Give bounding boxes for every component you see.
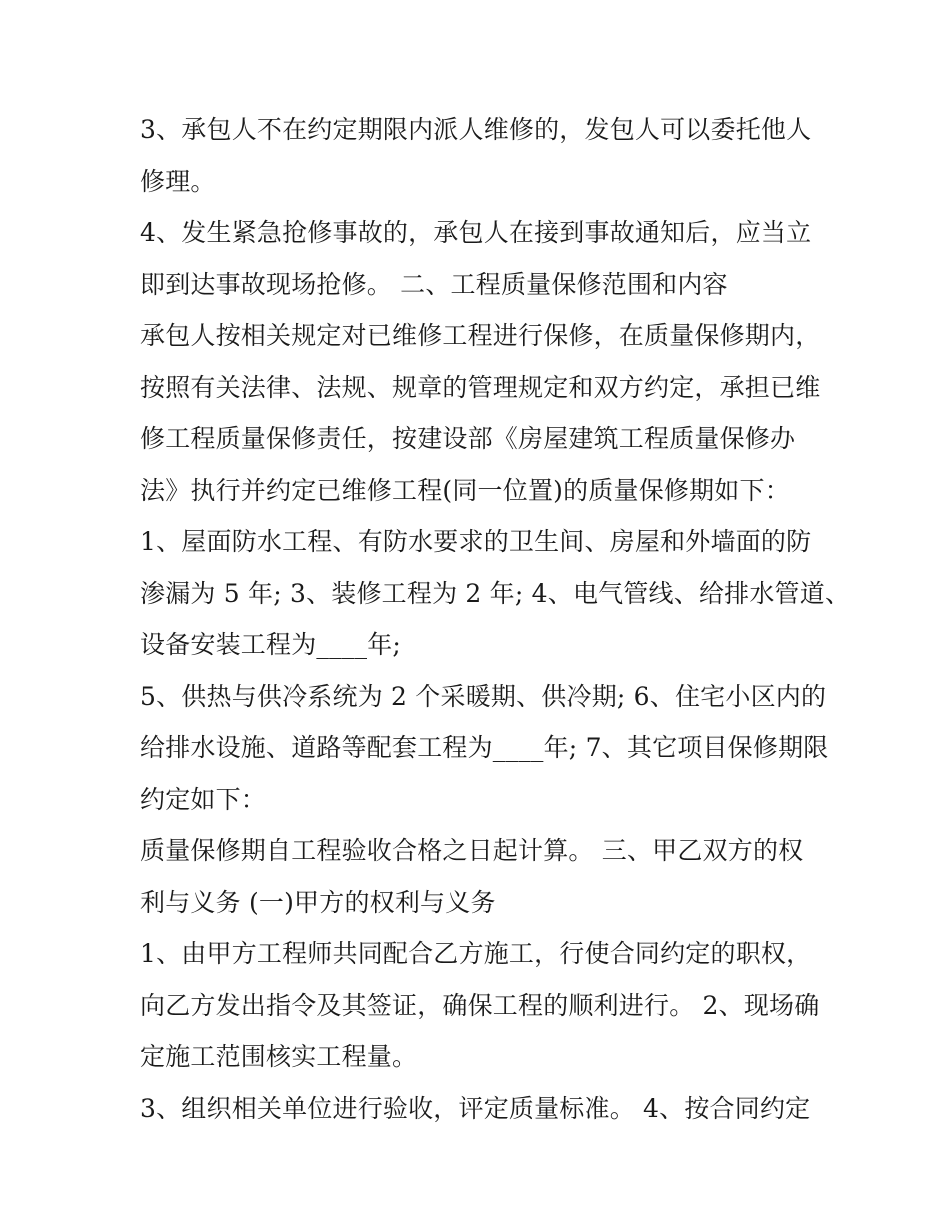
text-line: 按照有关法律、法规、规章的管理规定和双方约定，承担已维 bbox=[140, 372, 821, 402]
text-line: 利与义务 (一)甲方的权利与义务 bbox=[140, 887, 496, 917]
text-line: 即到达事故现场抢修。 二、工程质量保修范围和内容 bbox=[140, 269, 728, 299]
text-line: 5、供热与供冷系统为 2 个采暖期、供冷期; 6、住宅小区内的 bbox=[140, 681, 827, 711]
text-line: 法》执行并约定已维修工程(同一位置)的质量保修期如下： bbox=[140, 475, 790, 505]
text-line: 渗漏为 5 年; 3、装修工程为 2 年; 4、电气管线、给排水管道、 bbox=[140, 578, 851, 608]
text-line: 1、由甲方工程师共同配合乙方施工，行使合同约定的职权， bbox=[140, 939, 812, 968]
text-line: 3、组织相关单位进行验收，评定质量标准。 4、按合同约定 bbox=[140, 1093, 811, 1123]
text-line: 设备安装工程为____年; bbox=[140, 630, 402, 659]
text-line: 承包人按相关规定对已维修工程进行保修，在质量保修期内， bbox=[140, 321, 821, 350]
text-line: 约定如下： bbox=[140, 784, 267, 814]
text-line: 4、发生紧急抢修事故的，承包人在接到事故通知后，应当立 bbox=[140, 218, 812, 247]
text-line: 定施工范围核实工程量。 bbox=[140, 1042, 418, 1071]
document-body bbox=[140, 104, 851, 1134]
text-line: 修理。 bbox=[140, 166, 216, 196]
text-line: 1、屋面防水工程、有防水要求的卫生间、房屋和外墙面的防 bbox=[140, 527, 812, 556]
text-line: 向乙方发出指令及其签证，确保工程的顺利进行。 2、现场确 bbox=[140, 990, 820, 1020]
text-line: 给排水设施、道路等配套工程为____年; 7、其它项目保修期限 bbox=[140, 733, 829, 762]
text-line: 3、承包人不在约定期限内派人维修的，发包人可以委托他人 bbox=[140, 115, 812, 144]
text-line: 质量保修期自工程验收合格之日起计算。 三、甲乙双方的权 bbox=[140, 836, 804, 865]
text-line: 修工程质量保修责任，按建设部《房屋建筑工程质量保修办 bbox=[140, 424, 796, 453]
